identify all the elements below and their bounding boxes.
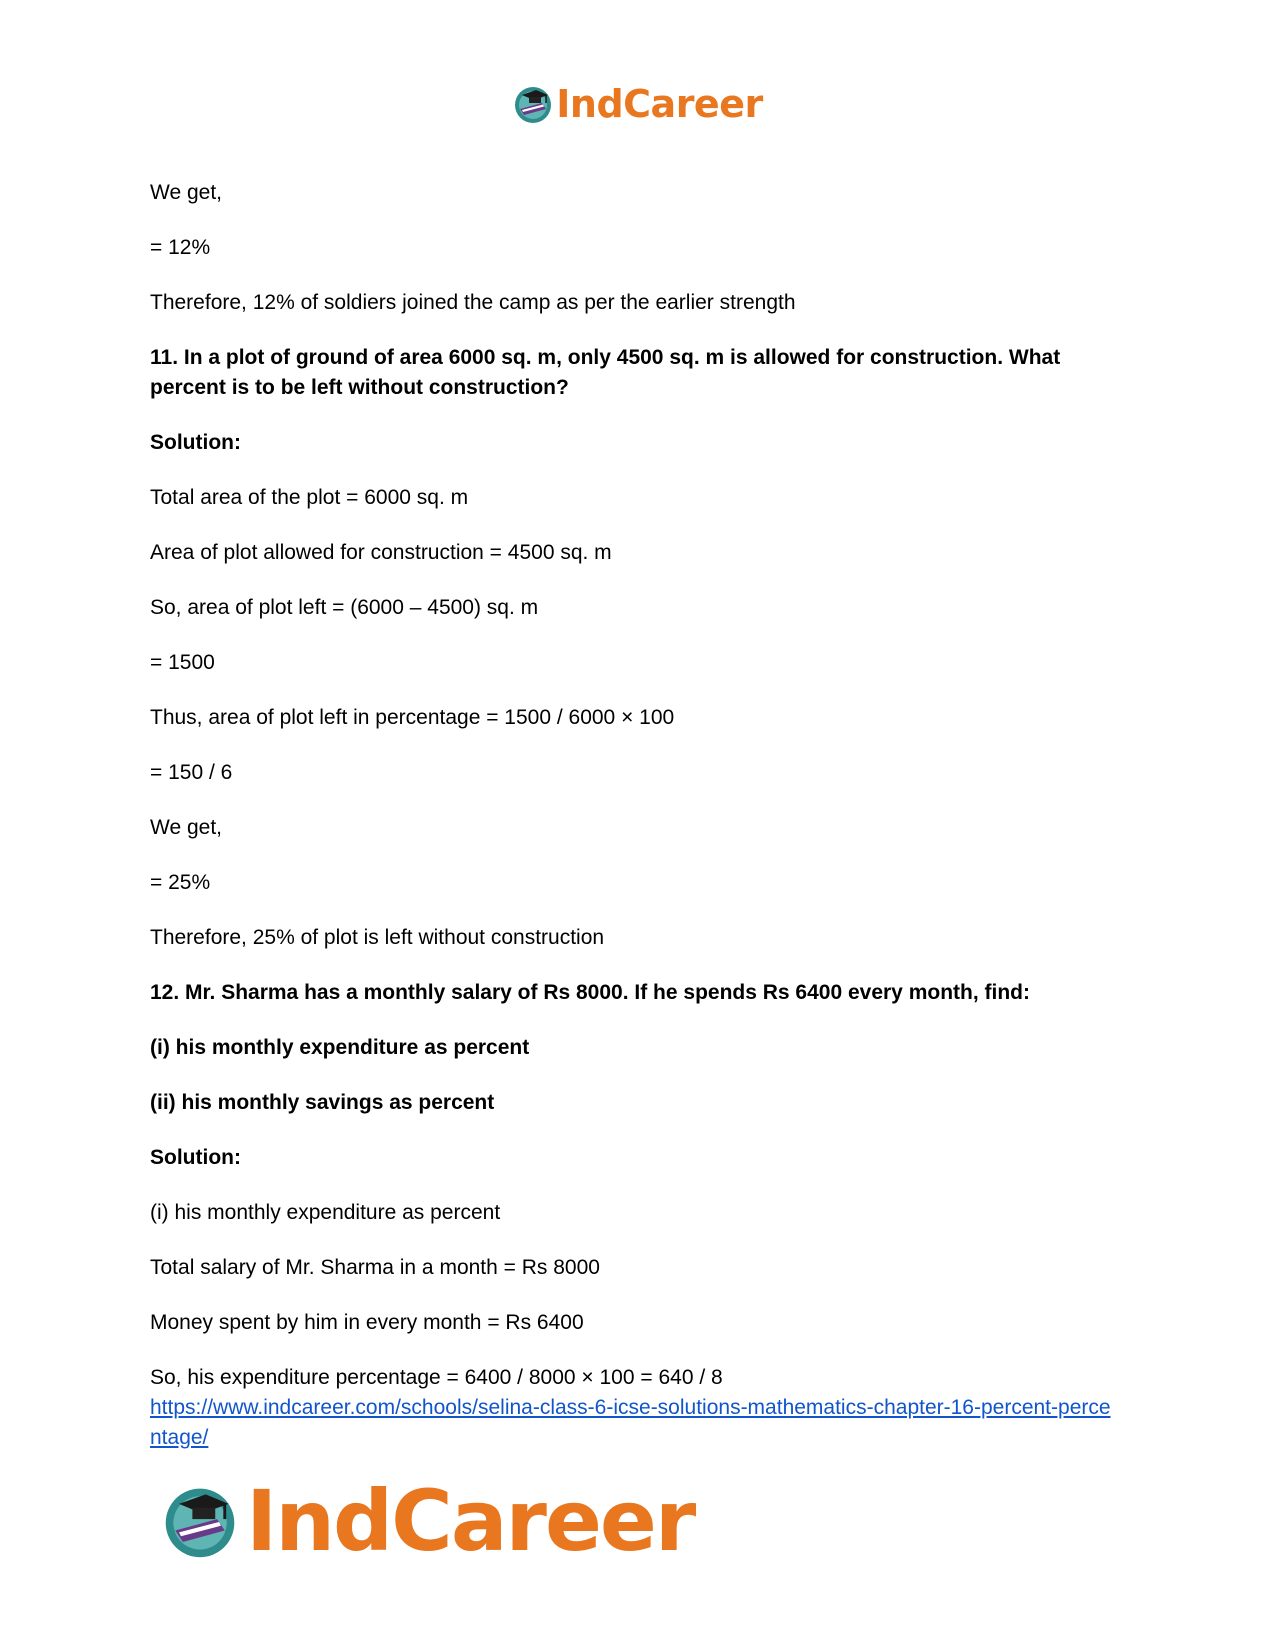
graduation-cap-book-globe-icon [512,83,554,125]
solution-line: (i) his monthly expenditure as percent [150,1201,501,1224]
brand-name: IndCareer [556,82,763,126]
solution-line: So, his expenditure percentage = 6400 / 8000 × 100 = 640 / 8 [150,1366,723,1389]
solution-line: So, area of plot left = (6000 – 4500) sq. m [150,596,539,619]
solution-line: Total area of the plot = 6000 sq. m [150,486,469,509]
question-text: 12. Mr. Sharma has a monthly salary of Rs 8000. If he spends Rs 6400 every month, find: [150,981,1030,1004]
heading-text: (ii) his monthly savings as percent [150,1091,495,1114]
solution-line: Money spent by him in every month = Rs 6400 [150,1311,584,1334]
graduation-cap-book-globe-icon [160,1481,240,1561]
document-body [150,178,1130,1453]
header-logo [0,80,1275,128]
footer-logo [160,1472,695,1570]
heading-text: Solution: [150,1146,241,1169]
solution-line: We get, [150,181,222,204]
heading-text: (i) his monthly expenditure as percent [150,1036,530,1059]
solution-line: = 25% [150,871,211,894]
solution-line: We get, [150,816,222,839]
heading-text: Solution: [150,431,241,454]
solution-line: = 12% [150,236,211,259]
logo [512,82,762,126]
question-text: 11. In a plot of ground of area 6000 sq. m, only 4500 sq. m is allowed for construction. What percent is to be left without construction? [150,346,1061,399]
solution-line: Thus, area of plot left in percentage = 1500 / 6000 × 100 [150,706,675,729]
solution-line: Therefore, 25% of plot is left without construction [150,926,605,949]
logo [160,1472,694,1570]
solution-line: = 150 / 6 [150,761,233,784]
solution-line: Therefore, 12% of soldiers joined the camp as per the earlier strength [150,291,796,314]
solution-line: = 1500 [150,651,215,674]
brand-name: IndCareer [246,1472,695,1570]
source-link[interactable]: https://www.indcareer.com/schools/selina-class-6-icse-solutions-mathematics-chapter-16-percent-percentage/ [150,1396,1111,1449]
solution-line: Total salary of Mr. Sharma in a month = Rs 8000 [150,1256,600,1279]
solution-line: Area of plot allowed for construction = 4500 sq. m [150,541,612,564]
